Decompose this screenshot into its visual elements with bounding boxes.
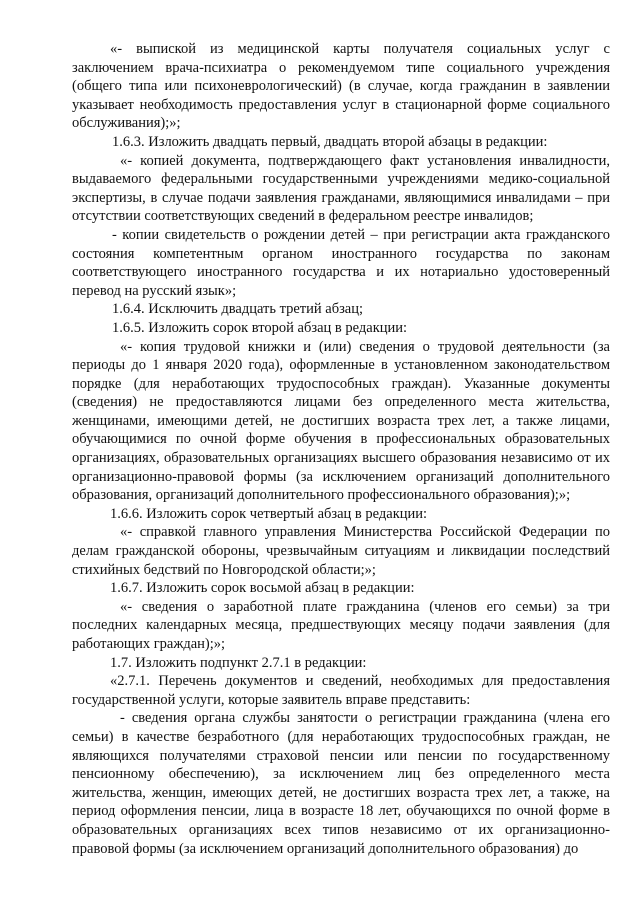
document-body: [72, 40, 610, 858]
paragraph-1-6-7: 1.6.7. Изложить сорок восьмой абзац в редакции:: [110, 580, 415, 597]
paragraph-1-6-4: 1.6.4. Исключить двадцать третий абзац;: [112, 301, 364, 318]
paragraph-emergency-certificate: «- справкой главного управления Министерства Российской Федерации по делам гражданской обороны, чрезвычайным ситуациям и ликвидации последствий стихийных бедствий по Новгородской области;»;: [72, 524, 610, 578]
paragraph-medical-extract: «- выпиской из медицинской карты получателя социальных услуг с заключением врача-психиатра о рекомендуемом типе социального учреждения (общего типа или психоневрологический) (в случае, когда гражданин в заявлении указывает необходимость предоставления услуг в стационарной форме социального обслуживания);»;: [72, 41, 610, 132]
paragraph-employment-service: - сведения органа службы занятости о регистрации гражданина (члена его семьи) в качестве безработного (для неработающих трудоспособных граждан, не являющихся получателями страховой пенсии или пенсии по государственному пенсионному обеспечению), за исключением лиц без определенного места жительства, женщин, имеющих детей, не достигших возраста трех лет, а также, на период оформления пенсии, лица в возрасте 18 лет, обучающихся по очной форме в образовательных организациях всех типов независимо от их организационно-правовой формы (за исключением организаций дополнительного образования) до: [72, 710, 610, 857]
paragraph-work-record: «- копия трудовой книжки и (или) сведения о трудовой деятельности (за периоды до 1 января 2020 года), оформленные в установленном законодательством порядке (для неработающих трудоспособных граждан). Указанные документы (сведения) не предоставляются лицами без определенного места жительства, женщинами, имеющими детей, не достигших возраста трех лет, а также лицами, обучающимися по очной форме обучения в профессиональных образовательных организациях, образовательных организациях высшего образования независимо от их организационно-правовой формы (за исключением организаций дополнительного образования, организаций дополнительного профессионального образования);»;: [72, 338, 610, 504]
paragraph-birth-certificates: - копии свидетельств о рождении детей – при регистрации акта гражданского состояния компетентным органом иностранного государства по законам соответствующего иностранного государства и их нотариально удостоверенный перевод на русский язык»;: [72, 226, 610, 299]
paragraph-1-6-6: 1.6.6. Изложить сорок четвертый абзац в редакции:: [110, 505, 428, 522]
paragraph-1-6-5: 1.6.5. Изложить сорок второй абзац в редакции:: [112, 319, 408, 336]
paragraph-2-7-1: «2.7.1. Перечень документов и сведений, необходимых для предоставления государственной услуги, которые заявитель вправе представить:: [72, 673, 610, 708]
paragraph-1-7: 1.7. Изложить подпункт 2.7.1 в редакции:: [110, 654, 367, 671]
paragraph-disability-document: «- копией документа, подтверждающего факт установления инвалидности, выдаваемого федеральными государственными учреждениями медико-социальной экспертизы, в случае подачи заявления гражданами, являющимися инвалидами – при отсутствии соответствующих сведений в федеральном реестре инвалидов;: [72, 152, 610, 225]
paragraph-1-6-3: 1.6.3. Изложить двадцать первый, двадцать второй абзацы в редакции:: [112, 133, 548, 150]
paragraph-salary-info: «- сведения о заработной плате гражданина (членов его семьи) за три последних календарных месяца, предшествующих месяцу подачи заявления (для работающих граждан);»;: [72, 598, 610, 652]
